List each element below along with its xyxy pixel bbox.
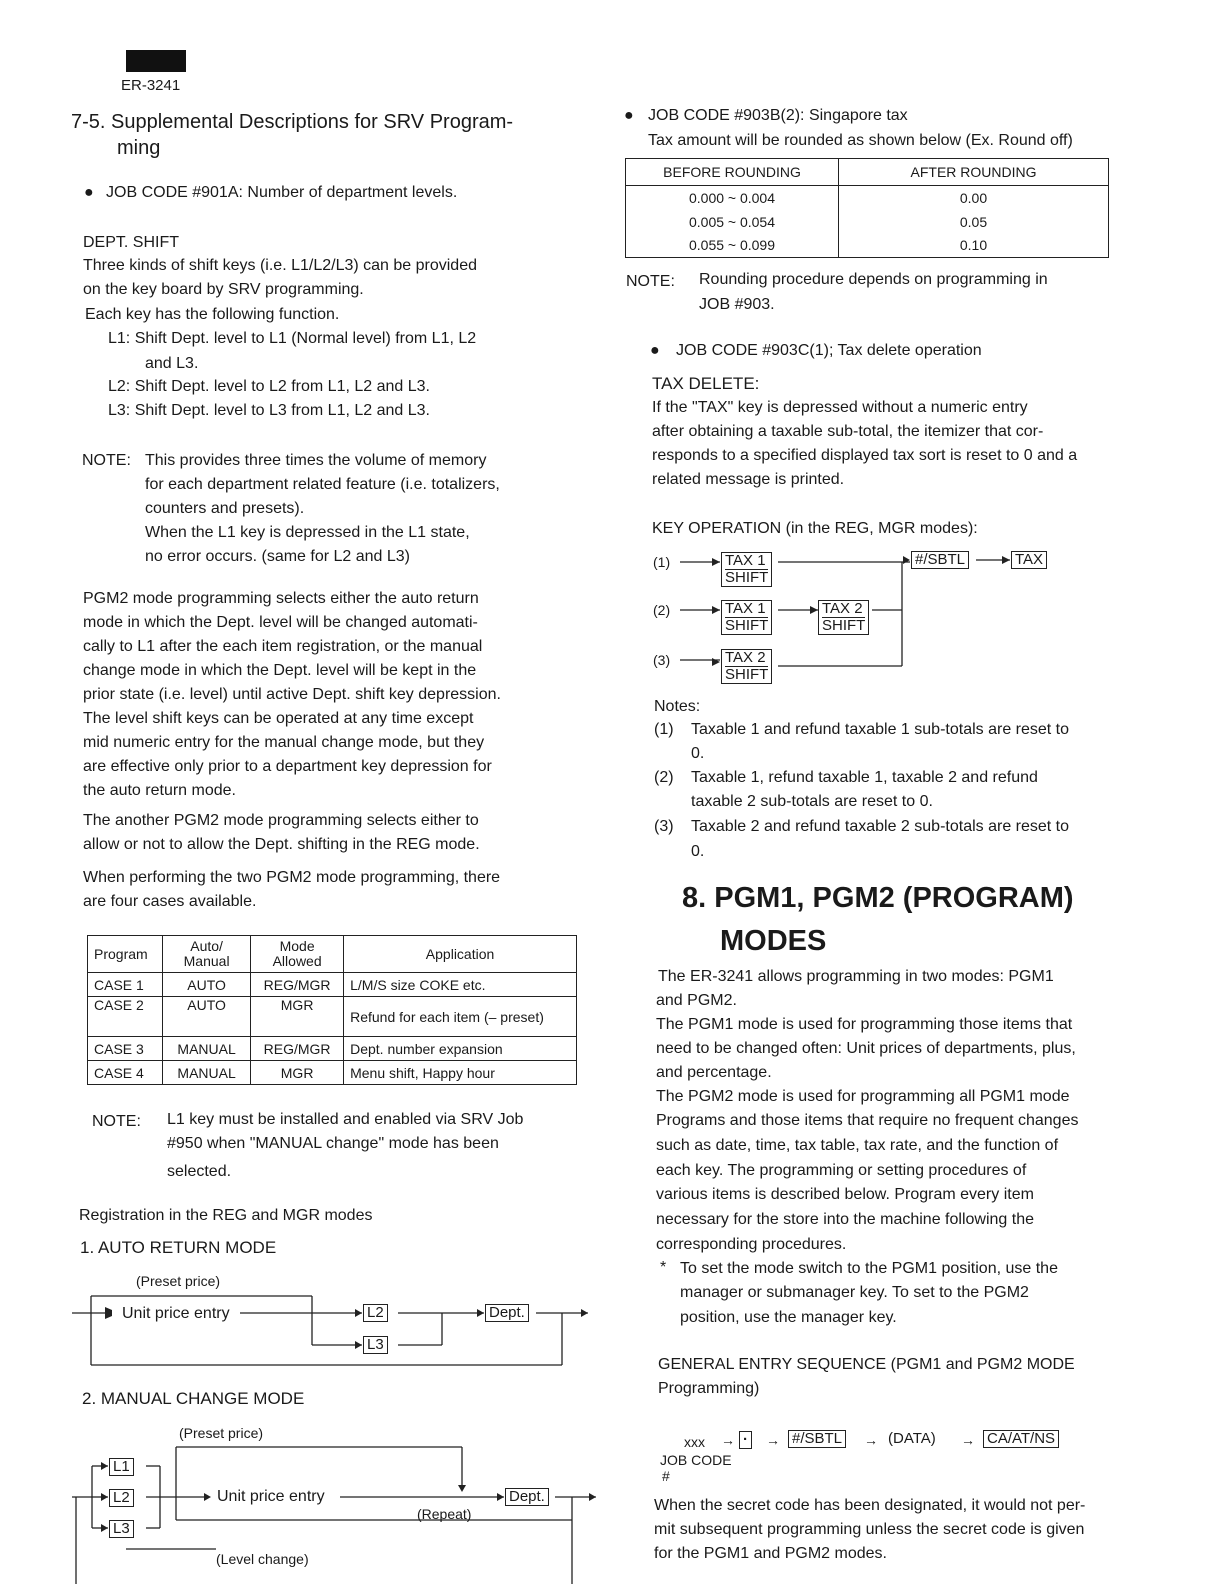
paragraph-line: Tax amount will be rounded as shown below (Ex. Round off) bbox=[648, 132, 1073, 149]
note-line: Rounding procedure depends on programming in bbox=[699, 271, 1048, 288]
arrow-icon: → bbox=[766, 1432, 780, 1448]
sequence-data: (DATA) bbox=[888, 1430, 936, 1447]
table-cell: CASE 2 bbox=[88, 997, 163, 1037]
note-line: for each department related feature (i.e. totalizers, bbox=[145, 476, 500, 493]
paragraph-line: If the "TAX" key is depressed without a numeric entry bbox=[652, 399, 1028, 416]
paragraph-line: Each key has the following function. bbox=[85, 306, 340, 323]
l1-description-cont: and L3. bbox=[145, 355, 199, 372]
table-cell: MGR bbox=[251, 1061, 344, 1085]
bullet-icon: ● bbox=[624, 107, 634, 124]
table-header: Program bbox=[88, 936, 163, 973]
key-label: TAX 1 bbox=[725, 552, 766, 569]
table-cell: 0.005 ~ 0.054 bbox=[626, 210, 839, 234]
note-label: NOTE: bbox=[92, 1113, 141, 1130]
paragraph-line: the auto return mode. bbox=[83, 782, 236, 799]
note-line: no error occurs. (same for L2 and L3) bbox=[145, 548, 411, 565]
preset-price-label: (Preset price) bbox=[179, 1425, 264, 1441]
paragraph-line: are four cases available. bbox=[83, 893, 257, 910]
job-903b-line: JOB CODE #903B(2): Singapore tax bbox=[648, 107, 908, 124]
table-cell: MANUAL bbox=[163, 1061, 251, 1085]
paragraph-line: need to be changed often: Unit prices of departments, plus, bbox=[656, 1040, 1076, 1057]
tax-key: TAX bbox=[1011, 551, 1047, 569]
table-cell: CASE 3 bbox=[88, 1037, 163, 1061]
paragraph-line: mid numeric entry for the manual change mode, but they bbox=[83, 734, 485, 751]
paragraph-line: The PGM2 mode is used for programming all PGM1 mode bbox=[656, 1088, 1070, 1105]
paragraph-line: prior state (i.e. level) until active Dept. shift key depression. bbox=[83, 686, 501, 703]
table-cell: MGR bbox=[251, 997, 344, 1037]
sequence-xxx: xxx bbox=[684, 1434, 705, 1450]
preset-price-label: (Preset price) bbox=[136, 1273, 221, 1289]
dept-shift-heading: DEPT. SHIFT bbox=[83, 234, 180, 251]
table-cell: 0.10 bbox=[839, 234, 1109, 258]
paragraph-line: change mode in which the Dept. level will be kept in the bbox=[83, 662, 477, 679]
paragraph-line: responds to a specified displayed tax sort is reset to 0 and a bbox=[652, 447, 1078, 464]
paragraph-line: after obtaining a taxable sub-total, the itemizer that cor- bbox=[652, 423, 1044, 440]
paragraph-line: necessary for the store into the machine following the bbox=[656, 1211, 1034, 1228]
paragraph-line: Three kinds of shift keys (i.e. L1/L2/L3) can be provided bbox=[83, 257, 477, 274]
dept-key: Dept. bbox=[505, 1488, 549, 1506]
paragraph-line: related message is printed. bbox=[652, 471, 845, 488]
key-label: SHIFT bbox=[725, 666, 769, 683]
paragraph-line: are effective only prior to a department key depression for bbox=[83, 758, 492, 775]
step-number: (1) bbox=[653, 554, 671, 570]
note-line: When the L1 key is depressed in the L1 state, bbox=[145, 524, 470, 541]
auto-return-heading: 1. AUTO RETURN MODE bbox=[80, 1238, 277, 1257]
l3-description: L3: Shift Dept. level to L3 from L1, L2 and L3. bbox=[108, 402, 430, 419]
paragraph-line: manager or submanager key. To set to the PGM2 bbox=[680, 1284, 1029, 1301]
table-header: BEFORE ROUNDING bbox=[626, 159, 839, 186]
paragraph-line: mode in which the Dept. level will be changed automati- bbox=[83, 614, 478, 631]
tax2-shift-key bbox=[721, 649, 772, 684]
key-operation-heading: KEY OPERATION (in the REG, MGR modes): bbox=[652, 520, 978, 537]
table-cell: AUTO bbox=[163, 997, 251, 1037]
sbtl-key: #/SBTL bbox=[911, 551, 969, 569]
table-header: AFTER ROUNDING bbox=[839, 159, 1109, 186]
tax1-shift-key bbox=[721, 600, 772, 635]
general-entry-heading-cont: Programming) bbox=[658, 1380, 760, 1397]
chapter-title-cont: MODES bbox=[720, 925, 827, 957]
table-cell: Menu shift, Happy hour bbox=[344, 1061, 577, 1085]
l2-key: L2 bbox=[109, 1489, 134, 1507]
repeat-label: (Repeat) bbox=[417, 1506, 472, 1522]
paragraph-line: The ER-3241 allows programming in two modes: PGM1 bbox=[658, 968, 1054, 985]
chapter-title: 8. PGM1, PGM2 (PROGRAM) bbox=[682, 882, 1074, 914]
unit-price-entry-label: Unit price entry bbox=[118, 1302, 234, 1326]
registration-heading: Registration in the REG and MGR modes bbox=[79, 1207, 373, 1224]
table-cell: Dept. number expansion bbox=[344, 1037, 577, 1061]
note-line: L1 key must be installed and enabled via SRV Job bbox=[167, 1111, 524, 1128]
table-cell: CASE 4 bbox=[88, 1061, 163, 1085]
table-cell: 0.055 ~ 0.099 bbox=[626, 234, 839, 258]
key-label: SHIFT bbox=[822, 617, 866, 634]
unit-price-entry-label: Unit price entry bbox=[215, 1485, 327, 1509]
l2-key: L2 bbox=[363, 1304, 388, 1322]
l1-key: L1 bbox=[109, 1458, 134, 1476]
table-cell: CASE 1 bbox=[88, 973, 163, 997]
table-cell: AUTO bbox=[163, 973, 251, 997]
table-cell: REG/MGR bbox=[251, 1037, 344, 1061]
table-cell: MANUAL bbox=[163, 1037, 251, 1061]
paragraph-line: such as date, time, tax table, tax rate, and the function of bbox=[656, 1137, 1059, 1154]
paragraph-line: each key. The programming or setting procedures of bbox=[656, 1162, 1027, 1179]
table-cell: L/M/S size COKE etc. bbox=[344, 973, 577, 997]
paragraph-line: To set the mode switch to the PGM1 position, use the bbox=[680, 1260, 1058, 1277]
paragraph-line: on the key board by SRV programming. bbox=[83, 281, 364, 298]
job-901-line: JOB CODE #901A: Number of department levels. bbox=[106, 184, 458, 201]
notes-heading: Notes: bbox=[654, 698, 701, 715]
arrow-icon: → bbox=[721, 1432, 735, 1448]
l3-key: L3 bbox=[363, 1336, 388, 1354]
model-label: ER-3241 bbox=[121, 77, 181, 94]
tax1-shift-key bbox=[721, 552, 772, 587]
table-cell: Refund for each item (– preset) bbox=[344, 997, 577, 1037]
note-line: This provides three times the volume of memory bbox=[145, 452, 487, 469]
note-number: (1) bbox=[654, 721, 674, 738]
paragraph-line: various items is described below. Program every item bbox=[656, 1186, 1034, 1203]
asterisk-marker: * bbox=[660, 1259, 667, 1276]
paragraph-line: mit subsequent programming unless the secret code is given bbox=[654, 1521, 1085, 1538]
general-entry-heading: GENERAL ENTRY SEQUENCE (PGM1 and PGM2 MODE bbox=[658, 1356, 1075, 1373]
key-label: TAX 2 bbox=[822, 600, 863, 617]
paragraph-line: PGM2 mode programming selects either the auto return bbox=[83, 590, 479, 607]
note-number: (2) bbox=[654, 769, 674, 786]
table-header: Application bbox=[344, 936, 577, 973]
note-label: NOTE: bbox=[626, 273, 675, 290]
arrow-icon: → bbox=[961, 1432, 975, 1448]
job-903c-line: JOB CODE #903C(1); Tax delete operation bbox=[676, 342, 982, 359]
tax-delete-heading: TAX DELETE: bbox=[652, 374, 760, 393]
key-label: SHIFT bbox=[725, 617, 769, 634]
note-line: selected. bbox=[167, 1163, 232, 1180]
sbtl-key: #/SBTL bbox=[788, 1430, 846, 1448]
section-title-cont: ming bbox=[117, 137, 161, 159]
paragraph-line: The level shift keys can be operated at any time except bbox=[83, 710, 474, 727]
note-number: (3) bbox=[654, 818, 674, 835]
point-key: · bbox=[739, 1431, 752, 1449]
table-header: Auto/ Manual bbox=[163, 936, 251, 973]
table-cell: 0.00 bbox=[839, 186, 1109, 210]
dept-key: Dept. bbox=[485, 1304, 529, 1322]
note-line: Taxable 1, refund taxable 1, taxable 2 and refund bbox=[691, 769, 1038, 786]
key-label: TAX 1 bbox=[725, 600, 766, 617]
job-code-label: JOB CODE bbox=[660, 1452, 732, 1468]
hash-label: # bbox=[662, 1468, 670, 1484]
table-cell: REG/MGR bbox=[251, 973, 344, 997]
note-line: 0. bbox=[691, 745, 705, 762]
paragraph-line: cally to L1 after the each item registration, or the manual bbox=[83, 638, 483, 655]
note-label: NOTE: bbox=[82, 452, 131, 469]
note-line: JOB #903. bbox=[699, 296, 775, 313]
level-change-label: (Level change) bbox=[216, 1551, 309, 1567]
paragraph-line: position, use the manager key. bbox=[680, 1309, 897, 1326]
manual-change-heading: 2. MANUAL CHANGE MODE bbox=[82, 1389, 305, 1408]
key-label: TAX 2 bbox=[725, 649, 766, 666]
note-line: Taxable 2 and refund taxable 2 sub-totals are reset to bbox=[691, 818, 1070, 835]
tax2-shift-key bbox=[818, 600, 869, 635]
note-line: counters and presets). bbox=[145, 500, 305, 517]
bullet-icon: ● bbox=[84, 184, 94, 201]
paragraph-line: When performing the two PGM2 mode programming, there bbox=[83, 869, 501, 886]
paragraph-line: The another PGM2 mode programming selects either to bbox=[83, 812, 479, 829]
step-number: (2) bbox=[653, 602, 671, 618]
note-line: Taxable 1 and refund taxable 1 sub-totals are reset to bbox=[691, 721, 1070, 738]
section-title: 7-5. Supplemental Descriptions for SRV Program- bbox=[71, 111, 514, 133]
paragraph-line: When the secret code has been designated, it would not per- bbox=[654, 1497, 1086, 1514]
l1-description: L1: Shift Dept. level to L1 (Normal level) from L1, L2 bbox=[108, 330, 477, 347]
paragraph-line: and percentage. bbox=[656, 1064, 772, 1081]
l3-key: L3 bbox=[109, 1520, 134, 1538]
key-label: SHIFT bbox=[725, 569, 769, 586]
paragraph-line: Programs and those items that require no frequent changes bbox=[656, 1112, 1079, 1129]
note-line: taxable 2 sub-totals are reset to 0. bbox=[691, 793, 933, 810]
ca-at-ns-key: CA/AT/NS bbox=[983, 1430, 1059, 1448]
note-line: #950 when "MANUAL change" mode has been bbox=[167, 1135, 499, 1152]
paragraph-line: allow or not to allow the Dept. shifting in the REG mode. bbox=[83, 836, 480, 853]
table-cell: 0.05 bbox=[839, 210, 1109, 234]
paragraph-line: and PGM2. bbox=[656, 992, 737, 1009]
l2-description: L2: Shift Dept. level to L2 from L1, L2 and L3. bbox=[108, 378, 430, 395]
paragraph-line: The PGM1 mode is used for programming those items that bbox=[656, 1016, 1073, 1033]
bullet-icon: ● bbox=[650, 342, 660, 359]
table-header: Mode Allowed bbox=[251, 936, 344, 973]
note-line: 0. bbox=[691, 843, 705, 860]
step-number: (3) bbox=[653, 652, 671, 668]
paragraph-line: corresponding procedures. bbox=[656, 1236, 847, 1253]
table-cell: 0.000 ~ 0.004 bbox=[626, 186, 839, 210]
arrow-icon: → bbox=[864, 1432, 878, 1448]
paragraph-line: for the PGM1 and PGM2 modes. bbox=[654, 1545, 887, 1562]
